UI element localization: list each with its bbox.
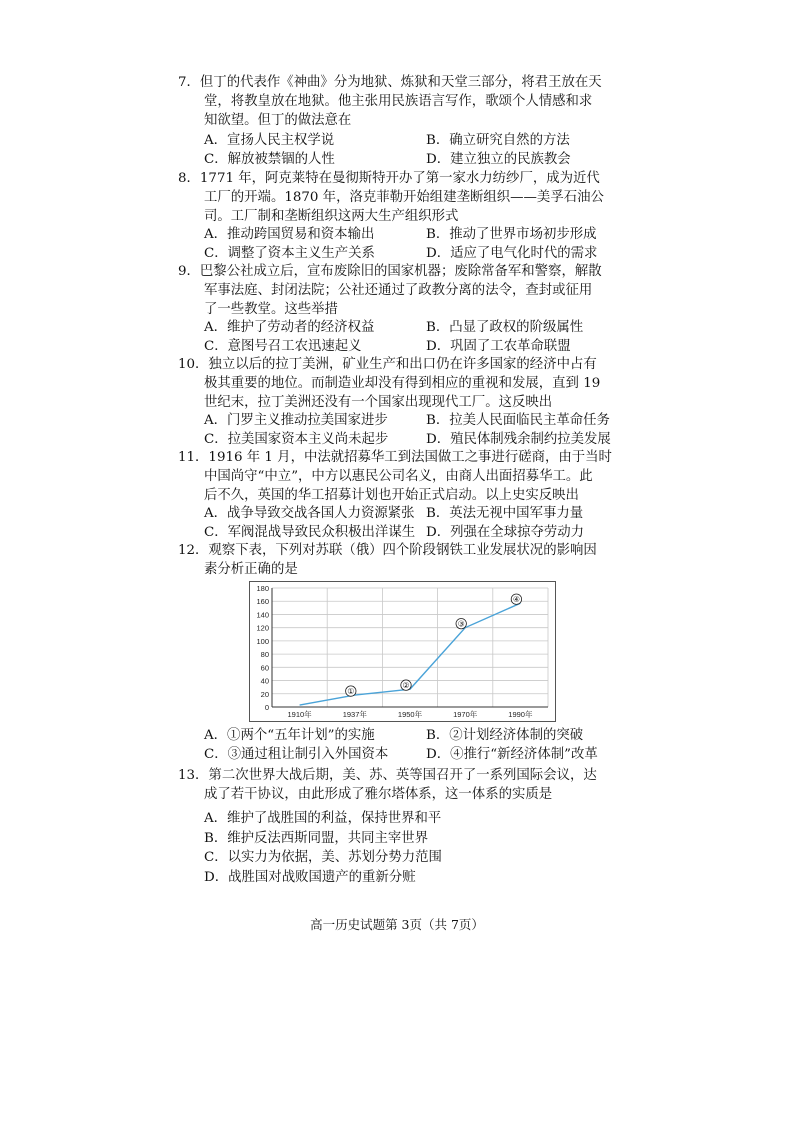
question-8: [178, 169, 612, 227]
option-b[interactable]: B．确立研究自然的方法: [426, 133, 570, 148]
option-b[interactable]: B．②计划经济体制的突破: [426, 728, 584, 743]
option-b[interactable]: B．凸显了政权的阶级属性: [426, 320, 584, 335]
question-11-line: 中国尚守“中立”，中方以惠民公司名义，由商人出面招募华工。此: [204, 469, 593, 485]
option-b[interactable]: B．维护反法西斯同盟，共同主宰世界: [204, 830, 429, 846]
y-tick-label: 100: [256, 636, 269, 646]
question-11-options: [204, 504, 624, 542]
option-a[interactable]: A．维护了战胜国的利益，保持世界和平: [204, 811, 442, 826]
point-label: ④: [512, 595, 520, 605]
option-a[interactable]: A．维护了劳动者的经济权益: [204, 320, 375, 335]
question-9-options: [204, 318, 624, 356]
y-tick-label: 40: [260, 676, 269, 686]
question-7: [178, 73, 612, 131]
question-8-options: [204, 225, 624, 263]
y-tick-label: 140: [256, 610, 269, 620]
option-c[interactable]: C．调整了资本主义生产关系: [204, 246, 375, 262]
option-a[interactable]: A．推动跨国贸易和资本输出: [204, 227, 375, 242]
question-10-options: [204, 411, 624, 449]
y-tick-label: 60: [260, 663, 269, 673]
option-d[interactable]: D．建立独立的民族教会: [426, 152, 571, 168]
question-11-line: 11．1916 年 1 月，中法就招募华工到法国做工之事进行磋商，由于当时: [178, 450, 612, 465]
question-12-line: 12．观察下表，下列对苏联（俄）四个阶段钢铁工业发展状况的影响因: [178, 543, 597, 558]
option-a[interactable]: A．①两个“五年计划”的实施: [204, 728, 375, 743]
point-label: ②: [402, 681, 410, 691]
question-13-line: 成了若干协议，由此形成了雅尔塔体系，这一体系的实质是: [204, 787, 553, 803]
question-12-options: [204, 726, 624, 764]
question-13-options: [204, 809, 624, 887]
question-9-line: 9．巴黎公社成立后，宣布废除旧的国家机器；废除常备军和警察，解散: [178, 264, 602, 279]
question-12: [178, 541, 612, 579]
option-d[interactable]: D．战胜国对战败国遗产的重新分赃: [204, 869, 416, 885]
y-tick-label: 180: [256, 584, 269, 593]
option-a[interactable]: A．门罗主义推动拉美国家进步: [204, 413, 388, 428]
question-7-line: 知欲望。但丁的做法意在: [204, 113, 352, 129]
x-tick-label: 1970年: [453, 710, 478, 719]
option-c[interactable]: C．以实力为依据，美、苏划分势力范围: [204, 850, 442, 865]
option-c[interactable]: C．③通过租让制引入外国资本: [204, 747, 389, 763]
question-9: [178, 262, 612, 320]
option-a[interactable]: A．战争导致交战各国人力资源紧张: [204, 506, 415, 521]
question-11: [178, 448, 612, 506]
question-13-line: 13．第二次世界大战后期，美、苏、英等国召开了一系列国际会议，达: [178, 768, 597, 783]
question-8-line: 工厂的开端。1870 年，洛克菲勒开始组建垄断组织——美孚石油公: [204, 190, 604, 206]
option-d[interactable]: D．④推行“新经济体制”改革: [426, 747, 598, 763]
option-d[interactable]: D．列强在全球掠夺劳动力: [426, 525, 585, 541]
y-tick-label: 160: [256, 597, 269, 607]
question-10-line: 世纪末，拉丁美洲还没有一个国家出现现代工厂。这反映出: [204, 395, 553, 411]
x-tick-label: 1990年: [508, 710, 533, 719]
question-11-line: 后不久，英国的华工招募计划也开始正式启动。以上史实反映出: [204, 488, 579, 504]
line-chart: [250, 582, 555, 721]
question-8-line: 司。工厂制和垄断组织这两大生产组织形式: [204, 209, 459, 225]
question-7-options: [204, 131, 624, 169]
y-tick-label: 20: [260, 689, 269, 699]
option-d[interactable]: D．殖民体制残余制约拉美发展: [426, 432, 611, 448]
question-7-line: 堂，将教皇放在地狱。他主张用民族语言写作，歌颂个人情感和求: [204, 94, 593, 110]
question-8-line: 8．1771 年，阿克莱特在曼彻斯特开办了第一家水力纺纱厂，成为近代: [178, 171, 600, 186]
option-c[interactable]: C．解放被禁锢的人性: [204, 152, 335, 168]
option-c[interactable]: C．意图号召工农迅速起义: [204, 339, 362, 355]
y-tick-label: 80: [260, 650, 269, 660]
page-footer: 高一历史试题第 3页（共 7页）: [310, 917, 484, 932]
y-tick-label: 120: [256, 623, 269, 633]
question-10: [178, 355, 612, 413]
option-b[interactable]: B．拉美人民面临民主革命任务: [426, 413, 610, 428]
question-9-line: 了一些教堂。这些举措: [204, 302, 338, 318]
option-c[interactable]: C．军阀混战导致民众积极出洋谋生: [204, 525, 416, 541]
option-b[interactable]: B．推动了世界市场初步形成: [426, 227, 597, 242]
question-7-line: 7．但丁的代表作《神曲》分为地狱、炼狱和天堂三部分，将君王放在天: [178, 75, 602, 90]
steel-output-chart: [249, 581, 556, 722]
question-10-line: 10．独立以后的拉丁美洲，矿业生产和出口仍在许多国家的经济中占有: [178, 357, 597, 372]
point-label: ①: [347, 687, 355, 697]
question-12-line: 素分析正确的是: [204, 562, 298, 578]
x-tick-label: 1937年: [342, 710, 367, 719]
x-tick-label: 1910年: [287, 710, 312, 719]
y-tick-label: 0: [264, 703, 269, 712]
option-c[interactable]: C．拉美国家资本主义尚未起步: [204, 432, 389, 448]
question-9-line: 军事法庭、封闭法院；公社还通过了政教分离的法令，查封或征用: [204, 283, 593, 299]
option-b[interactable]: B．英法无视中国军事力量: [426, 506, 584, 521]
question-10-line: 极其重要的地位。而制造业却没有得到相应的重视和发展，直到 19: [204, 376, 601, 392]
option-a[interactable]: A．宣扬人民主权学说: [204, 133, 335, 148]
option-d[interactable]: D．巩固了工农革命联盟: [426, 339, 571, 355]
option-d[interactable]: D．适应了电气化时代的需求: [426, 246, 598, 262]
question-13: [178, 766, 612, 804]
x-tick-label: 1950年: [397, 710, 423, 719]
point-label: ③: [457, 619, 465, 629]
